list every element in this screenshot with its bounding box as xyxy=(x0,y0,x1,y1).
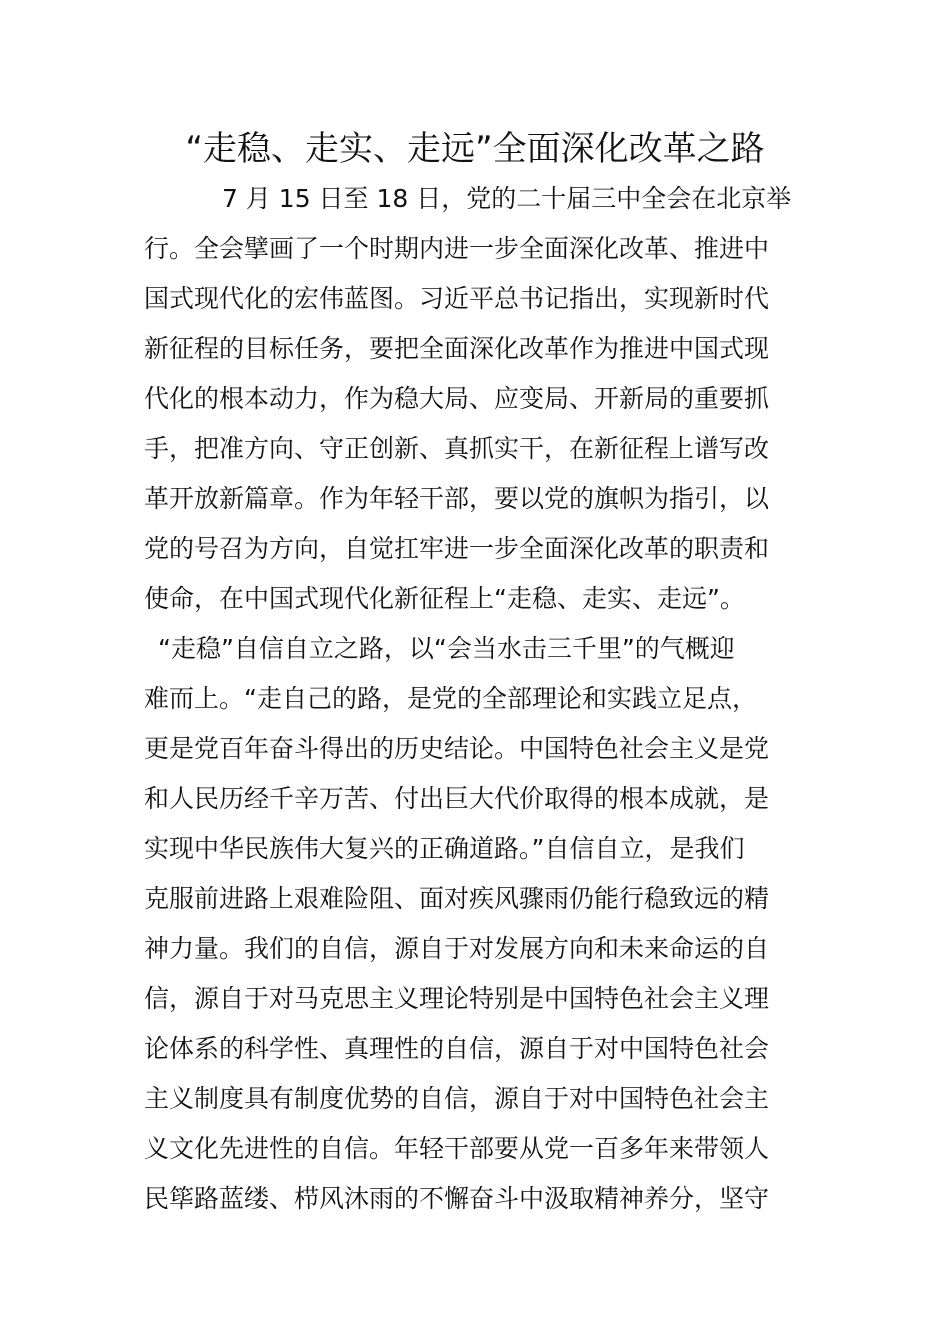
body-line: 信，源自于对马克思主义理论特别是中国特色社会主义理 xyxy=(144,984,770,1013)
body-line: 主义制度具有制度优势的自信，源自于对中国特色社会主 xyxy=(144,1084,770,1113)
body-line: 革开放新篇章。作为年轻干部，要以党的旗帜为指引，以 xyxy=(144,484,770,513)
body-line: 使命，在中国式现代化新征程上“走稳、走实、走远”。 xyxy=(144,584,745,613)
document-body xyxy=(144,174,814,1224)
document-title: “走稳、走实、走远”全面深化改革之路 xyxy=(185,129,765,169)
body-line: 新征程的目标任务，要把全面深化改革作为推进中国式现 xyxy=(144,334,770,363)
body-line: 实现中华民族伟大复兴的正确道路。”自信自立，是我们 xyxy=(144,834,745,863)
body-line: 神力量。我们的自信，源自于对发展方向和未来命运的自 xyxy=(144,934,770,963)
body-line: “走稳”自信自立之路，以“会当水击三千里”的气概迎 xyxy=(158,634,735,663)
body-line: 难而上。“走自己的路，是党的全部理论和实践立足点， xyxy=(144,684,757,713)
body-line: 克服前进路上艰难险阻、面对疾风骤雨仍能行稳致远的精 xyxy=(144,884,770,913)
body-line: 代化的根本动力，作为稳大局、应变局、开新局的重要抓 xyxy=(144,384,770,413)
body-line: 义文化先进性的自信。年轻干部要从党一百多年来带领人 xyxy=(144,1134,770,1163)
body-line: 行。全会擘画了一个时期内进一步全面深化改革、推进中 xyxy=(144,234,770,263)
body-line: 党的号召为方向，自觉扛牢进一步全面深化改革的职责和 xyxy=(144,534,770,563)
body-line: 和人民历经千辛万苦、付出巨大代价取得的根本成就，是 xyxy=(144,784,770,813)
body-line: 民筚路蓝缕、栉风沐雨的不懈奋斗中汲取精神养分，坚守 xyxy=(144,1184,770,1213)
body-line: 手，把准方向、守正创新、真抓实干，在新征程上谱写改 xyxy=(144,434,770,463)
body-line: 7 月 15 日至 18 日，党的二十届三中全会在北京举 xyxy=(222,184,792,213)
body-line: 论体系的科学性、真理性的自信，源自于对中国特色社会 xyxy=(144,1034,770,1063)
body-line: 更是党百年奋斗得出的历史结论。中国特色社会主义是党 xyxy=(144,734,770,763)
body-line: 国式现代化的宏伟蓝图。习近平总书记指出，实现新时代 xyxy=(144,284,770,313)
